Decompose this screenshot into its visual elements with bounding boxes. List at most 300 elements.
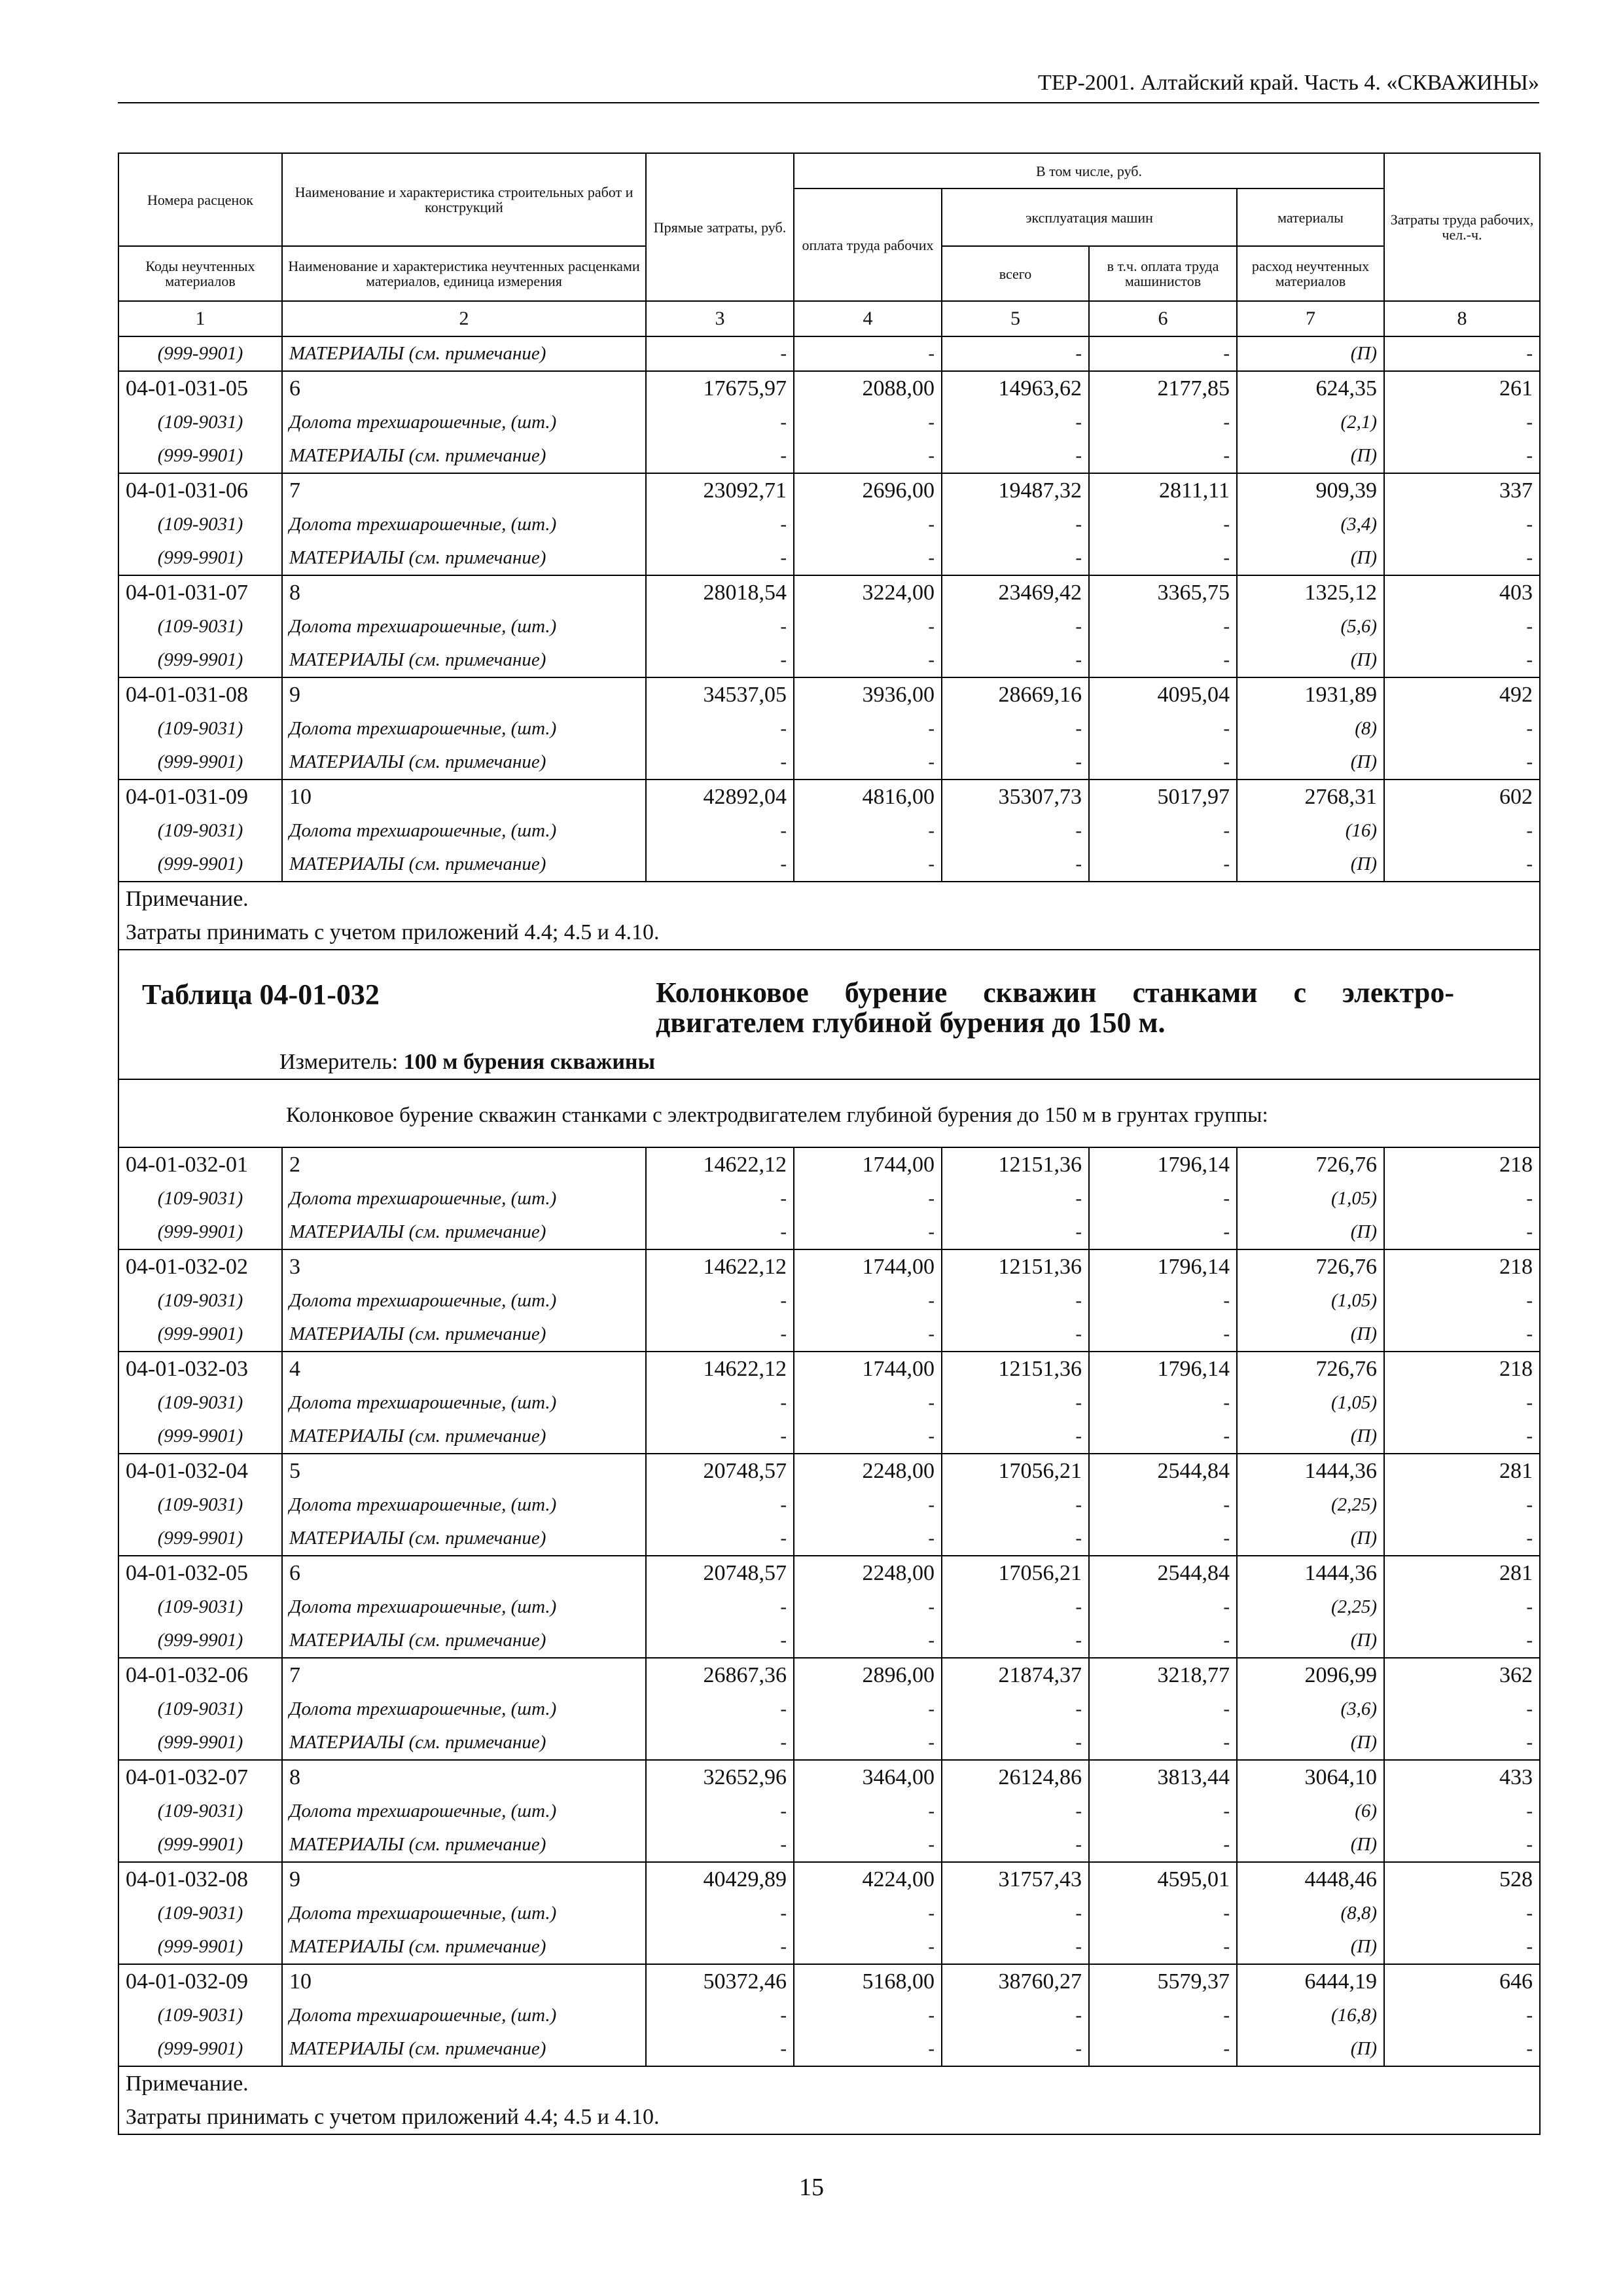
cell-dash: - [1089,1897,1237,1930]
cell-mach-labor: 2177,85 [1089,371,1237,406]
cell-dash: - [1089,1215,1237,1249]
column-number: 3 [646,301,794,336]
bit-quantity: (8,8) [1237,1897,1384,1930]
table-header [118,153,1540,336]
soil-group: 9 [282,1862,646,1897]
cell-mat: 726,76 [1237,1249,1384,1284]
rate-row [118,1964,1540,1999]
bit-quantity: (2,25) [1237,1590,1384,1624]
cell-labor: 2248,00 [794,1454,942,1488]
cell-direct: 20748,57 [646,1454,794,1488]
materials-row [118,643,1540,677]
cell-direct: 14622,12 [646,1249,794,1284]
cell-direct: 34537,05 [646,677,794,712]
materials-row [118,2032,1540,2066]
cell-dash: - [1089,643,1237,677]
cell-dash: - [942,541,1089,575]
bit-quantity: (1,05) [1237,1386,1384,1420]
cell-mat: 1931,89 [1237,677,1384,712]
cell-mach-labor: 2544,84 [1089,1556,1237,1590]
cell-mach-labor: 1796,14 [1089,1249,1237,1284]
soil-group: 8 [282,1760,646,1795]
cell-dash: - [646,1215,794,1249]
cell-hours: 528 [1384,1862,1540,1897]
material-name: Долота трехшарошечные, (шт.) [282,1488,646,1522]
material-p: (П) [1237,1828,1384,1862]
bit-quantity: (2,25) [1237,1488,1384,1522]
cell-dash: - [646,814,794,848]
bit-row [118,1897,1540,1930]
cell-dash: - [1089,1795,1237,1828]
rate-code: 04-01-031-08 [118,677,282,712]
cell-mach: 21874,37 [942,1658,1089,1693]
column-number: 2 [282,301,646,336]
cell-labor: 3936,00 [794,677,942,712]
cell-dash: - [646,1795,794,1828]
cell-dash: - [646,643,794,677]
note-title: Примечание. [126,2072,249,2096]
soil-group: 8 [282,575,646,610]
cell-mach-labor: 2544,84 [1089,1454,1237,1488]
header-machines: эксплуатация машин [942,188,1237,246]
material-name: Долота трехшарошечные, (шт.) [282,1897,646,1930]
materials-row [118,1420,1540,1454]
soil-group: 3 [282,1249,646,1284]
material-name: Долота трехшарошечные, (шт.) [282,1693,646,1726]
cell-dash: - [1089,1386,1237,1420]
cell-direct: 14622,12 [646,1352,794,1386]
cell-dash: - [1384,1488,1540,1522]
cell-dash: - [646,1420,794,1454]
cell-hours: 337 [1384,473,1540,508]
header-labor-hours: Затраты труда рабочих, чел.-ч. [1384,153,1540,301]
cell-hours: 646 [1384,1964,1540,1999]
note-text: Затраты принимать с учетом приложений 4.4; 4.5 и 4.10. [126,2105,660,2129]
rate-row [118,371,1540,406]
bit-quantity: (16,8) [1237,1999,1384,2032]
material-p: (П) [1237,1215,1384,1249]
rate-code: 04-01-032-09 [118,1964,282,1999]
material-name: МАТЕРИАЛЫ (см. примечание) [282,336,646,371]
cell-dash: - [646,1999,794,2032]
cell-dash: - [794,848,942,882]
cell-hours: 261 [1384,371,1540,406]
cell-dash: - [794,1693,942,1726]
cell-dash: - [794,610,942,643]
cell-dash: - [1384,2032,1540,2066]
bit-row [118,610,1540,643]
rate-row [118,1556,1540,1590]
material-code: (999-9901) [118,643,282,677]
material-code: (109-9031) [118,1182,282,1215]
cell-dash: - [794,1284,942,1318]
cell-dash: - [1089,2032,1237,2066]
cell-mat: 2096,99 [1237,1658,1384,1693]
cell-value: - [646,336,794,371]
table2-body [118,1147,1540,2066]
cell-dash: - [1384,1726,1540,1760]
cell-dash: - [942,1386,1089,1420]
cell-dash: - [794,1420,942,1454]
material-name: МАТЕРИАЛЫ (см. примечание) [282,2032,646,2066]
cell-dash: - [794,508,942,541]
cell-mach: 12151,36 [942,1249,1089,1284]
cell-mach: 38760,27 [942,1964,1089,1999]
soil-group: 2 [282,1147,646,1182]
cell-labor: 1744,00 [794,1249,942,1284]
soil-group: 6 [282,371,646,406]
cell-dash: - [1384,1828,1540,1862]
bit-row [118,814,1540,848]
material-name: Долота трехшарошечные, (шт.) [282,1999,646,2032]
cell-dash: - [1089,1420,1237,1454]
soil-group: 10 [282,780,646,814]
cell-dash: - [794,406,942,439]
running-header: ТЕР-2001. Алтайский край. Часть 4. «СКВАЖИНЫ» [118,71,1539,103]
bit-row [118,712,1540,745]
cell-dash: - [646,1318,794,1352]
cell-dash: - [942,814,1089,848]
cell-dash: - [646,712,794,745]
cell-direct: 28018,54 [646,575,794,610]
cell-dash: - [1089,1828,1237,1862]
table-row [118,336,1540,371]
cell-dash: - [794,1726,942,1760]
header-material-names: Наименование и характеристика неучтенных расценками материалов, единица измерения [282,246,646,301]
material-code: (109-9031) [118,1999,282,2032]
cell-dash: - [794,1624,942,1658]
bit-quantity: (16) [1237,814,1384,848]
soil-group: 6 [282,1556,646,1590]
material-code: (999-9901) [118,336,282,371]
soil-group: 7 [282,1658,646,1693]
cell-direct: 26867,36 [646,1658,794,1693]
bit-row [118,1284,1540,1318]
cell-dash: - [1089,712,1237,745]
cell-dash: - [646,1693,794,1726]
material-code: (109-9031) [118,1693,282,1726]
cell-mach: 28669,16 [942,677,1089,712]
cell-dash: - [1384,1420,1540,1454]
material-name: МАТЕРИАЛЫ (см. примечание) [282,541,646,575]
header-rate-numbers: Номера расценок [118,153,282,246]
rate-row [118,1147,1540,1182]
materials-row [118,745,1540,780]
bit-quantity: (3,4) [1237,508,1384,541]
cell-dash: - [942,1318,1089,1352]
cell-dash: - [646,1590,794,1624]
material-code: (109-9031) [118,1386,282,1420]
material-code: (109-9031) [118,1795,282,1828]
cell-mach-labor: 4595,01 [1089,1862,1237,1897]
bit-row [118,1693,1540,1726]
rate-row [118,780,1540,814]
material-name: Долота трехшарошечные, (шт.) [282,508,646,541]
cell-dash: - [646,508,794,541]
column-number: 1 [118,301,282,336]
cell-dash: - [1384,1590,1540,1624]
materials-row [118,848,1540,882]
materials-row [118,1624,1540,1658]
cell-dash: - [1089,1284,1237,1318]
cell-dash: - [942,2032,1089,2066]
bit-row [118,1999,1540,2032]
rates-table [118,152,1541,2135]
material-name: МАТЕРИАЛЫ (см. примечание) [282,643,646,677]
cell-dash: - [1384,1386,1540,1420]
material-name: МАТЕРИАЛЫ (см. примечание) [282,1930,646,1964]
material-name: МАТЕРИАЛЫ (см. примечание) [282,1215,646,1249]
cell-hours: 281 [1384,1556,1540,1590]
note-text: Затраты принимать с учетом приложений 4.4; 4.5 и 4.10. [126,920,660,944]
material-name: МАТЕРИАЛЫ (см. примечание) [282,1522,646,1556]
header-including: В том числе, руб. [794,153,1384,188]
material-name: МАТЕРИАЛЫ (см. примечание) [282,1828,646,1862]
cell-direct: 42892,04 [646,780,794,814]
material-p: (П) [1237,1420,1384,1454]
material-code: (999-9901) [118,1522,282,1556]
bit-row [118,1488,1540,1522]
cell-dash: - [1089,541,1237,575]
cell-mat: 624,35 [1237,371,1384,406]
cell-dash: - [1384,1182,1540,1215]
cell-value: - [1089,336,1237,371]
material-code: (109-9031) [118,1897,282,1930]
materials-row [118,1828,1540,1862]
rate-row [118,677,1540,712]
cell-dash: - [942,508,1089,541]
cell-dash: - [646,1182,794,1215]
cell-direct: 20748,57 [646,1556,794,1590]
cell-labor: 2896,00 [794,1658,942,1693]
bit-row [118,1590,1540,1624]
cell-dash: - [942,1828,1089,1862]
rate-code: 04-01-032-03 [118,1352,282,1386]
cell-value: - [794,336,942,371]
material-code: (109-9031) [118,1284,282,1318]
bit-row [118,1795,1540,1828]
cell-dash: - [646,745,794,780]
cell-dash: - [1384,610,1540,643]
cell-mach: 14963,62 [942,371,1089,406]
cell-dash: - [794,1795,942,1828]
rate-code: 04-01-032-01 [118,1147,282,1182]
cell-dash: - [794,745,942,780]
material-code: (999-9901) [118,1930,282,1964]
rate-code: 04-01-032-05 [118,1556,282,1590]
cell-dash: - [942,406,1089,439]
meter-prefix: Измеритель: [279,1050,404,1074]
note-1 [118,882,1540,950]
bit-quantity: (3,6) [1237,1693,1384,1726]
cell-dash: - [1384,1795,1540,1828]
bit-row [118,1182,1540,1215]
soil-group: 7 [282,473,646,508]
cell-dash: - [794,1828,942,1862]
material-p: (П) [1237,1726,1384,1760]
cell-direct: 32652,96 [646,1760,794,1795]
table1-body [118,336,1540,882]
rate-code: 04-01-032-06 [118,1658,282,1693]
cell-dash: - [1384,439,1540,473]
cell-hours: 218 [1384,1352,1540,1386]
rate-code: 04-01-031-09 [118,780,282,814]
soil-group: 9 [282,677,646,712]
material-code: (999-9901) [118,1624,282,1658]
cell-dash: - [942,1420,1089,1454]
note-2 [118,2066,1540,2134]
cell-dash: - [1089,848,1237,882]
cell-dash: - [794,1590,942,1624]
cell-dash: - [942,1726,1089,1760]
column-numbers-row [118,301,1540,336]
meter-line [279,1050,655,1075]
cell-dash: - [1089,745,1237,780]
cell-dash: - [1384,745,1540,780]
cell-labor: 4224,00 [794,1862,942,1897]
cell-dash: - [1384,1999,1540,2032]
column-number: 4 [794,301,942,336]
cell-hours: 218 [1384,1147,1540,1182]
material-name: МАТЕРИАЛЫ (см. примечание) [282,848,646,882]
cell-mat: 1444,36 [1237,1556,1384,1590]
cell-dash: - [1384,1318,1540,1352]
cell-mach: 23469,42 [942,575,1089,610]
cell-dash: - [1089,1488,1237,1522]
cell-dash: - [794,1522,942,1556]
material-p: (П) [1237,1624,1384,1658]
material-name: Долота трехшарошечные, (шт.) [282,406,646,439]
cell-mach-labor: 3813,44 [1089,1760,1237,1795]
cell-dash: - [1384,1522,1540,1556]
material-p: (П) [1237,2032,1384,2066]
cell-dash: - [1089,508,1237,541]
material-name: Долота трехшарошечные, (шт.) [282,712,646,745]
cell-mach-labor: 3365,75 [1089,575,1237,610]
cell-dash: - [646,610,794,643]
material-code: (109-9031) [118,406,282,439]
soil-group: 5 [282,1454,646,1488]
header-machinist-pay: в т.ч. оплата труда машинистов [1089,246,1237,301]
cell-dash: - [1384,406,1540,439]
rate-row [118,575,1540,610]
cell-direct: 50372,46 [646,1964,794,1999]
header-labor-pay: оплата труда рабочих [794,188,942,301]
rate-code: 04-01-031-05 [118,371,282,406]
material-code: (999-9901) [118,439,282,473]
rate-code: 04-01-031-06 [118,473,282,508]
cell-dash: - [942,1693,1089,1726]
bit-quantity: (5,6) [1237,610,1384,643]
cell-dash: - [1384,1930,1540,1964]
bit-row [118,1386,1540,1420]
cell-mach-labor: 4095,04 [1089,677,1237,712]
material-code: (109-9031) [118,1590,282,1624]
material-code: (999-9901) [118,1828,282,1862]
cell-mach: 31757,43 [942,1862,1089,1897]
material-p: (П) [1237,643,1384,677]
soil-group: 10 [282,1964,646,1999]
materials-row [118,1930,1540,1964]
material-name: Долота трехшарошечные, (шт.) [282,1182,646,1215]
rate-row [118,1352,1540,1386]
cell-dash: - [1089,406,1237,439]
cell-dash: - [1384,1215,1540,1249]
cell-hours: 281 [1384,1454,1540,1488]
cell-mach: 17056,21 [942,1556,1089,1590]
material-name: МАТЕРИАЛЫ (см. примечание) [282,1624,646,1658]
material-name: МАТЕРИАЛЫ (см. примечание) [282,1726,646,1760]
cell-dash: - [942,745,1089,780]
material-name: Долота трехшарошечные, (шт.) [282,1590,646,1624]
cell-dash: - [1089,1624,1237,1658]
cell-dash: - [646,1522,794,1556]
rate-row [118,1658,1540,1693]
cell-mat: 1444,36 [1237,1454,1384,1488]
cell-dash: - [942,643,1089,677]
rate-code: 04-01-032-08 [118,1862,282,1897]
header-materials: материалы [1237,188,1384,246]
table2-heading [118,950,1540,1147]
column-number: 8 [1384,301,1540,336]
cell-mat: 726,76 [1237,1147,1384,1182]
cell-hours: 362 [1384,1658,1540,1693]
cell-dash: - [942,1488,1089,1522]
material-name: Долота трехшарошечные, (шт.) [282,610,646,643]
cell-mach-labor: 2811,11 [1089,473,1237,508]
cell-dash: - [942,1284,1089,1318]
cell-dash: - [794,643,942,677]
header-work-name: Наименование и характеристика строительных работ и конструкций [282,153,646,246]
cell-hours: 492 [1384,677,1540,712]
bit-row [118,406,1540,439]
cell-dash: - [646,2032,794,2066]
rate-row [118,1249,1540,1284]
cell-dash: - [794,1182,942,1215]
rate-code: 04-01-032-02 [118,1249,282,1284]
rate-code: 04-01-031-07 [118,575,282,610]
cell-hours: 433 [1384,1760,1540,1795]
cell-mat: 909,39 [1237,473,1384,508]
cell-dash: - [1384,848,1540,882]
cell-dash: - [942,1590,1089,1624]
header-material-codes: Коды неучтенных материалов [118,246,282,301]
cell-dash: - [1384,712,1540,745]
header-material-usage: расход неучтенных материалов [1237,246,1384,301]
cell-labor: 1744,00 [794,1147,942,1182]
material-code: (999-9901) [118,745,282,780]
cell-dash: - [1089,1182,1237,1215]
cell-dash: - [942,848,1089,882]
cell-mat: 4448,46 [1237,1862,1384,1897]
cell-dash: - [646,1897,794,1930]
column-number: 7 [1237,301,1384,336]
materials-row [118,541,1540,575]
cell-labor: 2088,00 [794,371,942,406]
cell-dash: - [794,1215,942,1249]
material-code: (109-9031) [118,814,282,848]
material-name: Долота трехшарошечные, (шт.) [282,1284,646,1318]
cell-mat: 726,76 [1237,1352,1384,1386]
cell-direct: 14622,12 [646,1147,794,1182]
material-p: (П) [1237,439,1384,473]
material-code: (999-9901) [118,1318,282,1352]
cell-dash: - [942,1624,1089,1658]
materials-row [118,1318,1540,1352]
cell-dash: - [1089,1590,1237,1624]
cell-labor: 1744,00 [794,1352,942,1386]
header-direct-costs: Прямые затраты, руб. [646,153,794,301]
